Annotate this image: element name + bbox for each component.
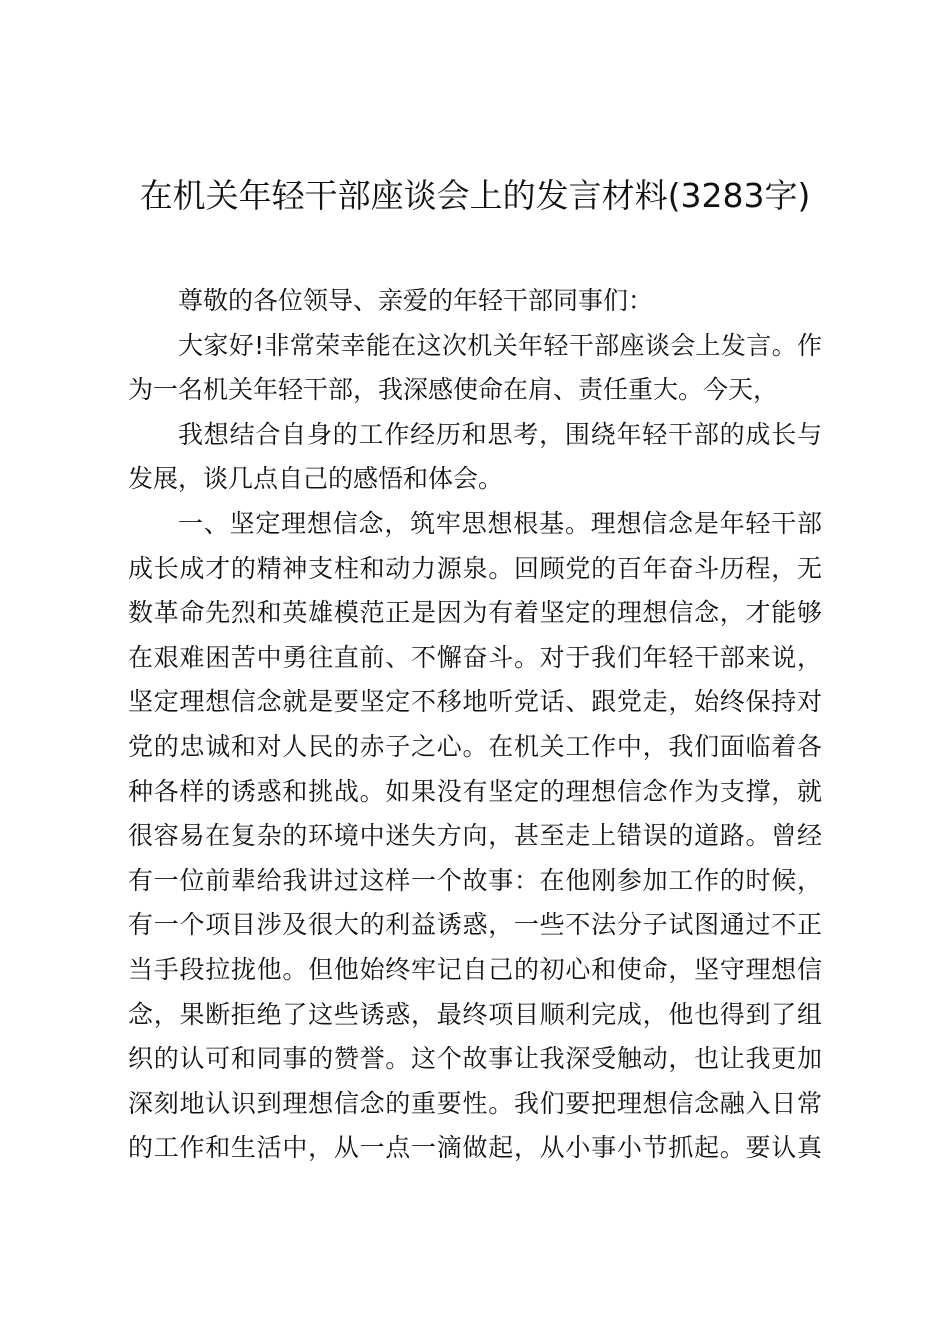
paragraph-line: 党的忠诚和对人民的赤子之心。在机关工作中，我们面临着各 [128, 731, 822, 761]
document-title: 在机关年轻干部座谈会上的发言材料(3283字) [139, 176, 811, 215]
paragraph-line: 有一位前辈给我讲过这样一个故事：在他刚参加工作的时候， [128, 865, 822, 895]
paragraph-line: 成长成才的精神支柱和动力源泉。回顾党的百年奋斗历程，无 [128, 553, 822, 583]
paragraph-line: 的工作和生活中，从一点一滴做起，从小事小节抓起。要认真 [128, 1133, 822, 1163]
paragraph-line: 发展，谈几点自己的感悟和体会。 [128, 464, 504, 494]
paragraph-line: 大家好!非常荣幸能在这次机关年轻干部座谈会上发言。作 [178, 330, 822, 360]
paragraph-line: 有一个项目涉及很大的利益诱惑，一些不法分子试图通过不正 [128, 910, 822, 940]
paragraph-line: 为一名机关年轻干部，我深感使命在肩、责任重大。今天， [128, 375, 779, 405]
paragraph-line: 织的认可和同事的赞誉。这个故事让我深受触动，也让我更加 [128, 1044, 822, 1074]
paragraph-line: 念，果断拒绝了这些诱惑，最终项目顺利完成，他也得到了组 [128, 999, 822, 1029]
paragraph-line: 我想结合自身的工作经历和思考，围绕年轻干部的成长与 [178, 419, 822, 449]
paragraph-line: 很容易在复杂的环境中迷失方向，甚至走上错误的道路。曾经 [128, 821, 822, 851]
paragraph-line: 一、坚定理想信念，筑牢思想根基。理想信念是年轻干部 [178, 508, 822, 538]
paragraph-line: 数革命先烈和英雄模范正是因为有着坚定的理想信念，才能够 [128, 598, 822, 628]
paragraph-line: 种各样的诱惑和挑战。如果没有坚定的理想信念作为支撑，就 [128, 776, 822, 806]
paragraph-line: 坚定理想信念就是要坚定不移地听党话、跟党走，始终保持对 [128, 687, 822, 717]
paragraph-line: 在艰难困苦中勇往直前、不懈奋斗。对于我们年轻干部来说， [128, 642, 822, 672]
paragraph-line: 尊敬的各位领导、亲爱的年轻干部同事们： [178, 286, 654, 315]
document-body [128, 279, 822, 1171]
paragraph-line: 深刻地认识到理想信念的重要性。我们要把理想信念融入日常 [128, 1088, 822, 1118]
paragraph-line: 当手段拉拢他。但他始终牢记自己的初心和使命，坚守理想信 [128, 954, 822, 984]
